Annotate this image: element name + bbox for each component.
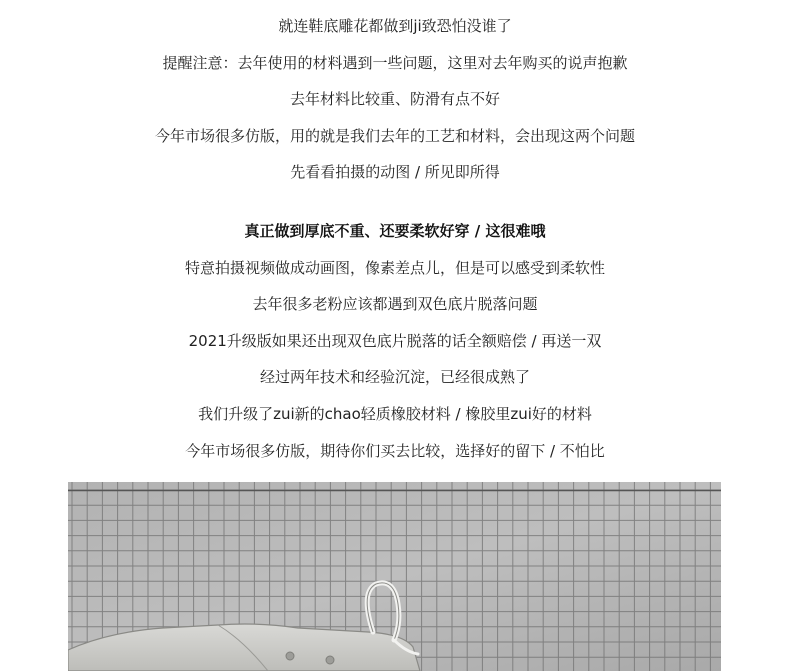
intro-line: 先看看拍摄的动图 / 所见即所得 [290, 163, 500, 182]
intro-line: 提醒注意：去年使用的材料遇到一些问题，这里对去年购买的说声抱歉 [162, 53, 628, 72]
intro-line: 今年市场很多仿版，用的就是我们去年的工艺和材料，会出现这两个问题 [154, 126, 635, 145]
detail-line: 今年市场很多仿版，期待你们买去比较，选择好的留下 / 不怕比 [185, 441, 605, 460]
intro-line: 就连鞋底雕花都做到ji致恐怕没谁了 [278, 17, 512, 35]
intro-text-block [0, 8, 790, 191]
detail-line: 经过两年技术和经验沉淀，已经很成熟了 [259, 368, 530, 387]
highlight-heading: 真正做到厚底不重、还要柔软好穿 / 这很难哦 [244, 222, 546, 240]
shoe-eyelet [286, 652, 294, 660]
detail-line: 2021升级版如果还出现双色底片脱落的话全额赔偿 / 再送一双 [188, 331, 602, 350]
detail-line: 我们升级了zui新的chao轻质橡胶材料 / 橡胶里zui好的材料 [198, 404, 592, 423]
shoe-eyelet [326, 656, 334, 664]
intro-line: 去年材料比较重、防滑有点不好 [289, 90, 500, 109]
product-photo [68, 482, 721, 671]
detail-text-block [0, 213, 790, 469]
detail-line: 去年很多老粉应该都遇到双色底片脱落问题 [252, 295, 538, 314]
detail-line: 特意拍摄视频做成动画图，像素差点儿，但是可以感受到柔软性 [184, 258, 605, 277]
cutting-mat-photo [68, 482, 721, 671]
